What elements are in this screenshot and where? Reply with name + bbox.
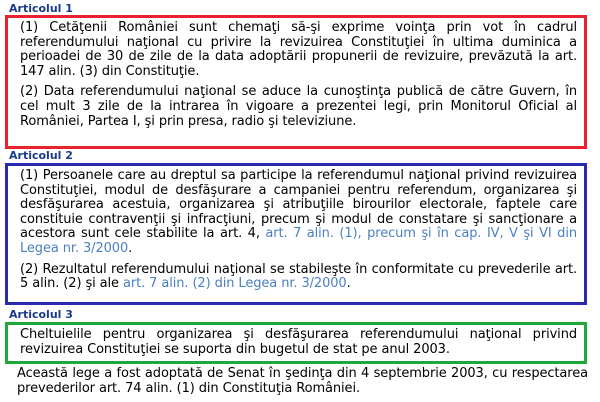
article-2-paragraph-1 [20, 169, 577, 257]
article-1-paragraph-1: (1) Cetăţenii României sunt chemaţi să-şi exprime voinţa prin vot în cadrul referendumului naţional cu privire la revizuirea Constituţiei în ultima duminica a perioadei de 30 de zile de la data adoptării propunerii de revizuire, prevăzută la art. 147 alin. (3) din Constituţie. [20, 20, 577, 79]
closing-note [8, 367, 588, 396]
article-2-paragraph-1-text: (1) Persoanele care au dreptul sa participe la referendumul naţional privind revizuirea Constituţiei, modul de desfăşurare a campaniei pentru referendum, organizarea şi desfăşurarea acestuia, organizarea şi atribuţiile birourilor electorale, faptele care constituie contravenţii şi infracţiuni, precum şi modul de constatare şi sancţionare a acestora sunt cele stabilite la art. 4, [20, 168, 577, 242]
article-2-paragraph-2-text: (2) Rezultatul referendumului naţional se stabileşte în conformitate cu prevederile art. 5 alin. (2) şi ale [20, 261, 577, 292]
article-2-paragraph-2 [20, 263, 577, 292]
article-2-paragraph-1-end: . [128, 240, 133, 256]
article-2-heading: Articolul 2 [9, 149, 73, 162]
article-1-paragraph-2: (2) Data referendumului naţional se aduce la cunoştinţa publică de către Guvern, în cel mult 3 zile de la intrarea în vigoare a prezentei legi, prin Monitorul Oficial al României, Partea I, şi prin presa, radio şi televiziune. [20, 84, 577, 129]
legea-3-2000-art-7-alin-1-link[interactable]: art. 7 alin. (1), precum şi în cap. IV, V şi VI din Legea nr. 3/2000 [20, 226, 577, 256]
article-3-paragraph-1: Cheltuielile pentru organizarea şi desfăşurarea referendumului naţional privind revizuirea Constituţiei se suporta din bugetul de stat pe anul 2003. [20, 327, 577, 357]
legea-3-2000-art-7-alin-2-link[interactable]: art. 7 alin. (2) din Legea nr. 3/2000 [122, 276, 347, 292]
article-3-heading: Articolul 3 [9, 308, 73, 321]
article-3-box [5, 322, 587, 364]
closing-text: Această lege a fost adoptată de Senat în şedinţa din 4 septembrie 2003, cu respectarea prevederilor art. 74 alin. (1) din Constituţia României. [17, 366, 588, 396]
article-2-box [5, 163, 587, 305]
article-1-box [5, 15, 587, 149]
article-1-heading: Articolul 1 [9, 2, 73, 15]
article-2-paragraph-2-end: . [346, 276, 351, 292]
